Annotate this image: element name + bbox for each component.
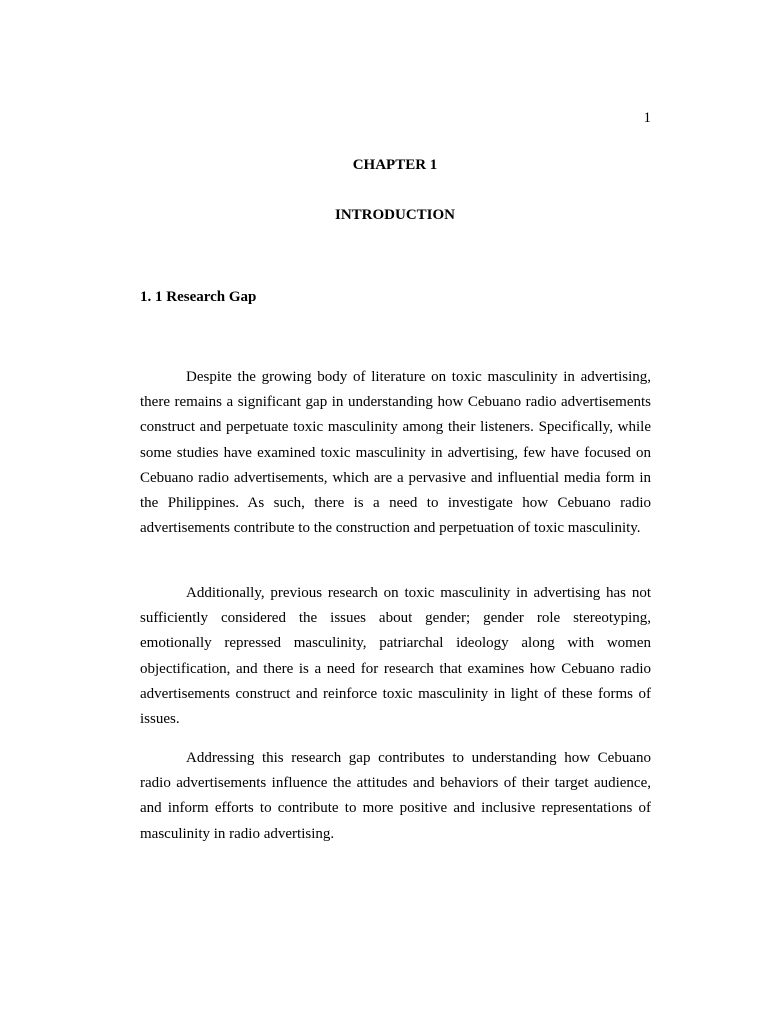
paragraph-2 bbox=[140, 581, 651, 732]
paragraph-3 bbox=[140, 746, 651, 847]
paragraph-3-text: Addressing this research gap contributes to understanding how Cebuano radio advertisements influence the attitudes and behaviors of their target audience, and inform efforts to contribute to more positive and inclusive representations of masculinity in radio advertising. bbox=[140, 750, 651, 842]
chapter-title: INTRODUCTION bbox=[334, 207, 455, 223]
paragraph-2-text: Additionally, previous research on toxic masculinity in advertising has not sufficiently considered the issues about gender; gender role stereotyping, emotionally repressed masculinity, patriarchal ideology along with women objectification, and there is a need for research that examines how Cebuano radio advertisements construct and reinforce toxic masculinity in light of these forms of issues. bbox=[140, 585, 651, 728]
section-heading: 1. 1 Research Gap bbox=[140, 289, 257, 305]
chapter-label: CHAPTER 1 bbox=[352, 157, 438, 173]
paragraph-1-text: Despite the growing body of literature on toxic masculinity in advertising, there remains a significant gap in understanding how Cebuano radio advertisements construct and perpetuate toxic masculinity among their listeners. Specifically, while some studies have examined toxic masculinity in advertising, few have focused on Cebuano radio advertisements, which are a pervasive and influential media form in the Philippines. As such, there is a need to investigate how Cebuano radio advertisements contribute to the construction and perpetuation of toxic masculinity. bbox=[140, 369, 651, 537]
paragraph-1 bbox=[140, 365, 651, 541]
page-number: 1 bbox=[643, 110, 651, 126]
